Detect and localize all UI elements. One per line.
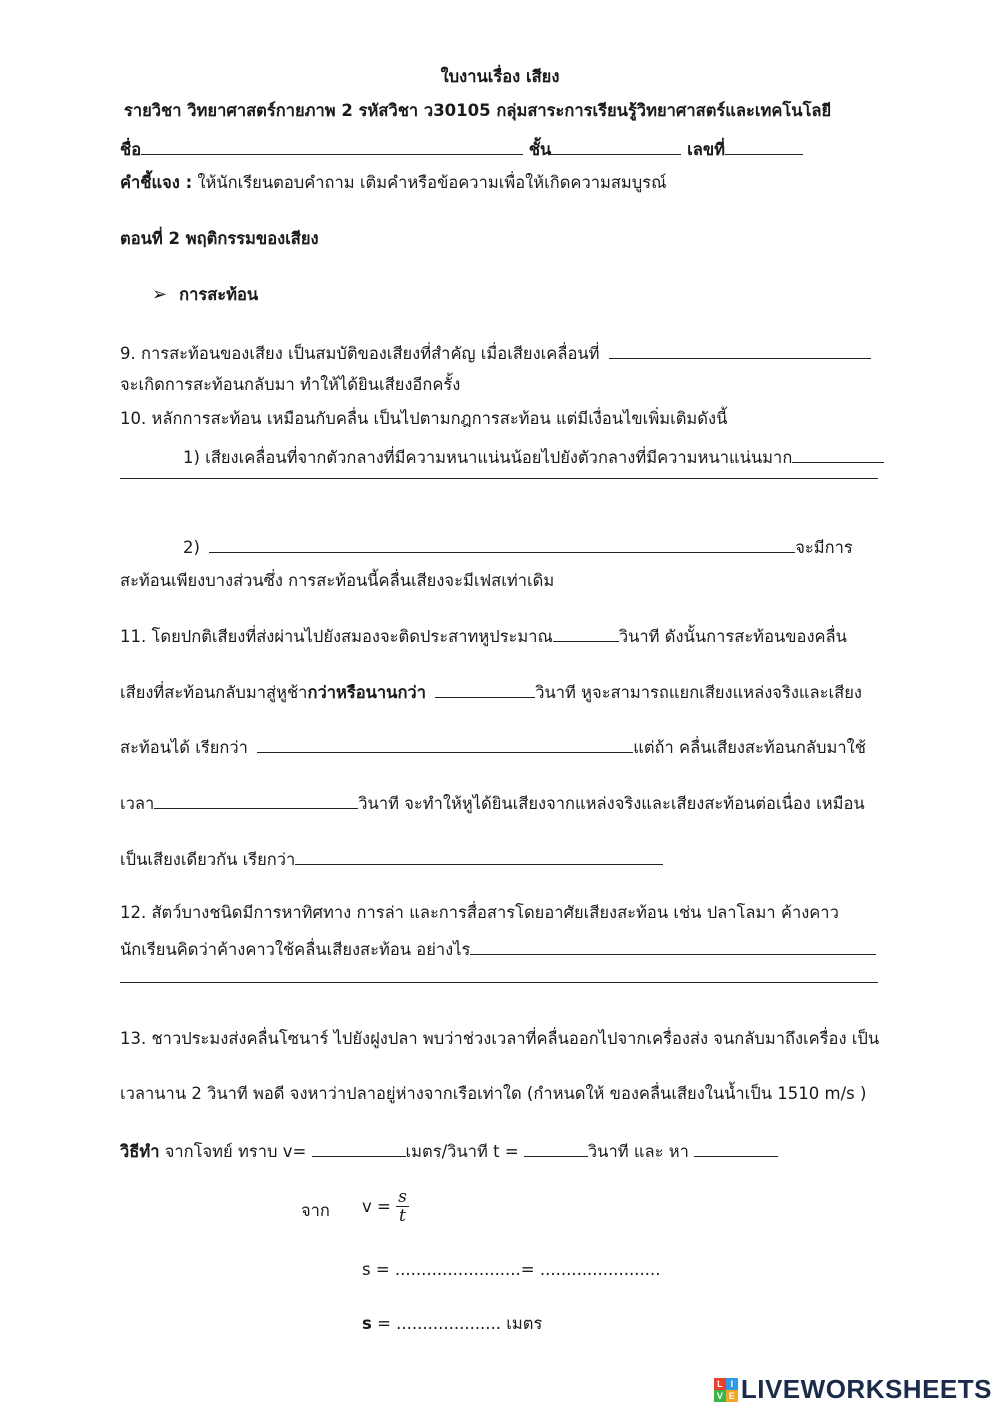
q10-item2-field[interactable]	[209, 536, 795, 553]
q11-text-f: แต่ถ้า คลื่นเสียงสะท้อนกลับมาใช้	[633, 738, 866, 757]
class-label: ชั้น	[528, 140, 552, 159]
q10-item2-prefix: 2)	[183, 538, 200, 557]
logo-mark-cell: L	[714, 1378, 726, 1390]
q10-item1-text: 1) เสียงเคลื่อนที่จากตัวกลางที่มีความหนาแน่นน้อยไปยังตัวกลางที่มีความหนาแน่นมาก	[183, 448, 793, 467]
name-label: ชื่อ	[120, 140, 142, 159]
q13-method-row	[120, 1140, 778, 1163]
q9-line1	[120, 342, 871, 365]
q11-field2[interactable]	[435, 681, 535, 698]
fraction-s-over-t	[396, 1188, 409, 1225]
s-calculation-line[interactable]: s = ........................= .......................	[362, 1260, 661, 1279]
name-field[interactable]	[141, 138, 523, 155]
formula-v-eq: v =	[362, 1197, 397, 1216]
q11-line5	[120, 848, 663, 871]
q10-item1-field[interactable]	[792, 446, 884, 463]
q10-item2-line2: สะท้อนเพียงบางส่วนซึ่ง การสะท้อนนี้คลื่นเสียงจะมีเฟสเท่าเดิม	[120, 571, 555, 590]
q11-text-a: 11. โดยปกติเสียงที่ส่งผ่านไปยังสมองจะติดประสาทหูประมาณ	[120, 627, 553, 646]
q13-line2: เวลานาน 2 วินาที พอดี จงหาว่าปลาอยู่ห่างจากเรือเท่าใด (กำหนดให้ ของคลื่นเสียงในน้ำเป็น 1510 m/s )	[120, 1084, 867, 1103]
q11-line1	[120, 625, 847, 648]
section-title: ตอนที่ 2 พฤติกรรมของเสียง	[120, 229, 319, 248]
q11-text-b: วินาที ดังนั้นการสะท้อนของคลื่น	[618, 627, 847, 646]
q11-field4[interactable]	[154, 792, 358, 809]
q11-text-g: เวลา	[120, 794, 155, 813]
method-label: วิธีทำ	[120, 1142, 160, 1161]
q11-text-e: สะท้อนได้ เรียกว่า	[120, 738, 248, 757]
subsection-label: การสะท้อน	[179, 285, 259, 304]
q9-line2: จะเกิดการสะท้อนกลับมา ทำให้ได้ยินเสียงอีกครั้ง	[120, 375, 461, 394]
q11-text-c: เสียงที่สะท้อนกลับมาสู่หูช้า	[120, 683, 308, 702]
fraction-numerator: s	[398, 1187, 407, 1207]
q11-line4	[120, 792, 865, 815]
q12-line1: 12. สัตว์บางชนิดมีการหาทิศทาง การล่า และการสื่อสารโดยอาศัยเสียงสะท้อน เช่น ปลาโลมา ค้างคาว	[120, 903, 839, 922]
logo-mark-cell: E	[726, 1390, 738, 1402]
logo-mark-cell: V	[714, 1390, 726, 1402]
q10-item2	[183, 536, 853, 559]
formula-v	[362, 1188, 409, 1225]
q11-bold-text: กว่าหรือนานกว่า	[307, 683, 426, 702]
q12-text: นักเรียนคิดว่าค้างคาวใช้คลื่นเสียงสะท้อน อย่างไร	[120, 940, 471, 959]
logo-text: LIVEWORKSHEETS	[740, 1374, 992, 1404]
logo-mark-cell: I	[726, 1378, 738, 1390]
q11-text-h: วินาที จะทำให้หูได้ยินเสียงจากแหล่งจริงและเสียงสะท้อนต่อเนื่อง เหมือน	[358, 794, 865, 813]
q11-line3	[120, 736, 866, 759]
q10-item1	[183, 446, 884, 469]
instruction-text: ให้นักเรียนตอบคำถาม เติมคำหรือข้อความเพื่อให้เกิดความสมบูรณ์	[192, 173, 667, 192]
q12-answer-line[interactable]	[120, 982, 878, 983]
s-result-text: = .................... เมตร	[371, 1314, 543, 1333]
method-text-b: เมตร/วินาที t =	[405, 1142, 524, 1161]
arrow-bullet-icon: ➢	[152, 284, 168, 305]
method-text-c: วินาที และ หา	[587, 1142, 695, 1161]
instruction	[120, 172, 666, 194]
liveworksheets-logo	[714, 1374, 992, 1405]
q11-text-i: เป็นเสียงเดียวกัน เรียกว่า	[120, 850, 296, 869]
q10-line1: 10. หลักการสะท้อน เหมือนกับคลื่น เป็นไปตามกฎการสะท้อน แต่มีเงื่อนไขเพิ่มเติมดังนี้	[120, 409, 728, 428]
q10-item2-suffix: จะมีการ	[795, 538, 853, 557]
q11-line2	[120, 681, 862, 704]
q11-text-d: วินาที หูจะสามารถแยกเสียงแหล่งจริงและเสียง	[535, 683, 862, 702]
formula-from-label: จาก	[301, 1201, 330, 1220]
find-field[interactable]	[694, 1140, 778, 1157]
subsection-heading	[152, 284, 258, 306]
number-field[interactable]	[725, 138, 803, 155]
q12-line2	[120, 938, 876, 961]
class-field[interactable]	[551, 138, 681, 155]
q11-field5[interactable]	[295, 848, 663, 865]
q9-text: 9. การสะท้อนของเสียง เป็นสมบัติของเสียงที่สำคัญ เมื่อเสียงเคลื่อนที่	[120, 344, 600, 363]
worksheet-title: ใบงานเรื่อง เสียง	[440, 67, 560, 86]
q10-item1-answer-line[interactable]	[120, 478, 878, 479]
instruction-label: คำชี้แจง :	[120, 173, 193, 192]
v-field[interactable]	[312, 1140, 406, 1157]
q9-answer-field[interactable]	[609, 342, 871, 359]
q12-field[interactable]	[470, 938, 876, 955]
method-text-a: จากโจทย์ ทราบ v=	[159, 1142, 312, 1161]
s-result-line[interactable]	[362, 1313, 542, 1335]
number-label: เลขที่	[687, 140, 726, 159]
q13-line1: 13. ชาวประมงส่งคลื่นโซนาร์ ไปยังฝูงปลา พบว่าช่วงเวลาที่คลื่นออกไปจากเครื่องส่ง จนกลับมาถึงเครื่อง เป็น	[120, 1029, 880, 1048]
logo-mark-icon	[714, 1378, 738, 1402]
q11-field3[interactable]	[257, 736, 633, 753]
t-field[interactable]	[524, 1140, 588, 1157]
q11-field1[interactable]	[553, 625, 619, 642]
fraction-denominator: t	[399, 1206, 406, 1226]
course-subtitle: รายวิชา วิทยาศาสตร์กายภาพ 2 รหัสวิชา ว30105 กลุ่มสาระการเรียนรู้วิทยาศาสตร์และเทคโนโลยี	[124, 101, 832, 120]
student-info-row	[120, 138, 803, 161]
s-label: s	[362, 1314, 372, 1333]
